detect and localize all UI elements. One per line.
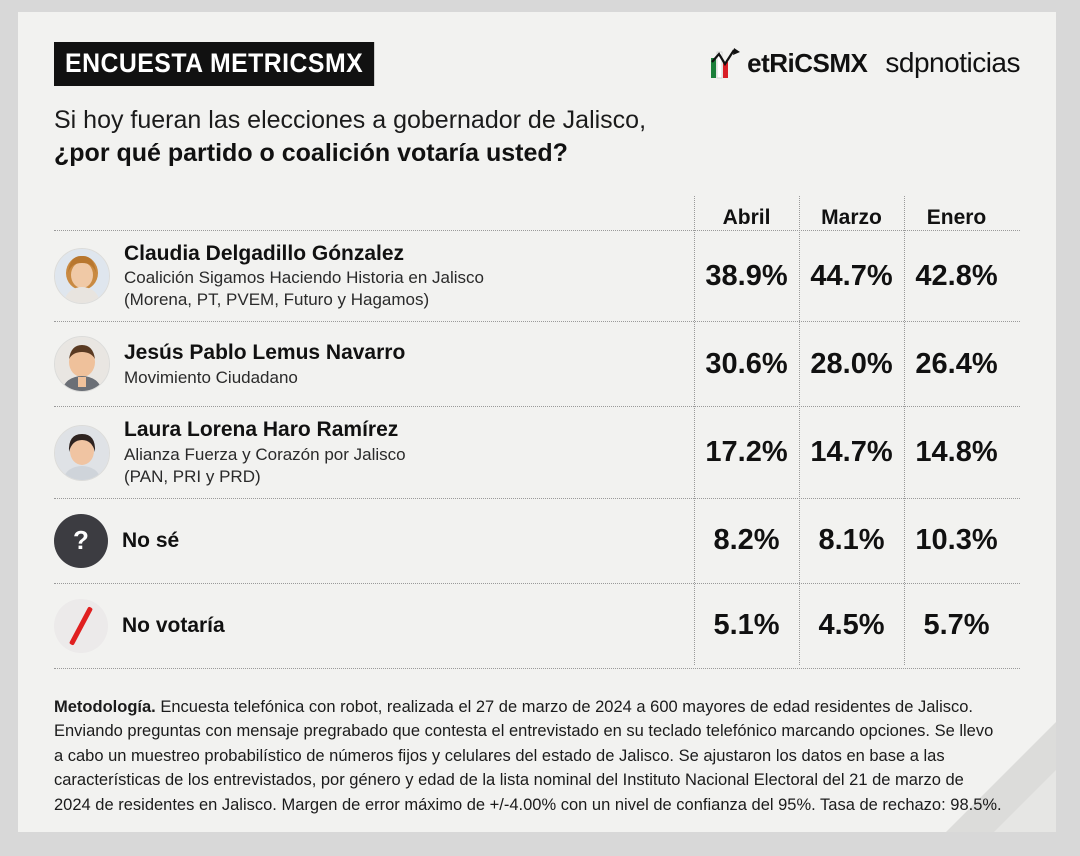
value-abril: 5.1%: [713, 609, 780, 642]
value-abril: 8.2%: [713, 524, 780, 557]
value-marzo: 44.7%: [810, 259, 893, 292]
candidate-party-line-2: (Morena, PT, PVEM, Futuro y Hagamos): [124, 290, 430, 310]
value-enero: 42.8%: [915, 259, 998, 292]
methodology-text: Encuesta telefónica con robot, realizada el 27 de marzo de 2024 a 600 mayores de edad residentes de Jalisco. Enviando preguntas con mensaje pregrabado que contesta el entrevistado en su teclado telefónico marcando opciones. Se llevo a cabo un muestreo probabilístico de números fijos y celulares del estado de Jalisco. Se ajustaron los datos en base a las características de los entrevistados, por género y edad de la lista nominal del Instituto Nacional Electoral del 21 de marzo de 2024 de residentes en Jalisco. Margen de error máximo de +/-4.00% con un nivel de confianza del 95%. Tasa de rechazo: 98.5%.: [54, 697, 1002, 814]
avatar-claudia-icon: [54, 248, 110, 304]
methodology-label: Metodología.: [54, 697, 156, 716]
candidate-name: Jesús Pablo Lemus Navarro: [124, 341, 406, 365]
table-row: [54, 321, 1020, 406]
option-label: No votaría: [122, 613, 225, 637]
candidate-name: Claudia Delgadillo Gónzalez: [124, 242, 405, 265]
column-header-abril: Abril: [722, 206, 771, 229]
avatar-pablo-icon: [54, 336, 110, 392]
metricsmx-logo: [710, 46, 867, 80]
value-marzo: 8.1%: [818, 524, 885, 557]
column-header-enero: Enero: [926, 206, 987, 229]
table-row: [54, 230, 1020, 321]
results-table: [54, 190, 1020, 669]
option-label: No sé: [122, 528, 180, 552]
value-marzo: 4.5%: [818, 609, 885, 642]
value-abril: 17.2%: [705, 436, 788, 469]
poster-card: [18, 12, 1056, 832]
candidate-party-line-1: Movimiento Ciudadano: [124, 367, 298, 387]
table-header-row: [54, 190, 1020, 230]
value-enero: 14.8%: [915, 436, 998, 469]
metricsmx-wordmark: etRiCSMX: [747, 47, 868, 78]
table-row: [54, 406, 1020, 497]
question-line-2: ¿por qué partido o coalición votaría usted?: [54, 139, 568, 167]
candidate-name: Laura Lorena Haro Ramírez: [124, 418, 399, 442]
candidate-party-line-1: Alianza Fuerza y Corazón por Jalisco: [124, 444, 406, 464]
red-slash-icon: [54, 599, 108, 653]
value-marzo: 28.0%: [810, 347, 893, 380]
brand-logos: [710, 46, 1020, 80]
value-abril: 30.6%: [705, 347, 788, 380]
column-divider-1: [694, 196, 695, 665]
value-marzo: 14.7%: [810, 436, 893, 469]
methodology-note: [54, 695, 1004, 817]
poll-question: [54, 106, 1020, 168]
column-divider-3: [904, 196, 905, 665]
question-line-1: Si hoy fueran las elecciones a gobernador de Jalisco,: [54, 106, 647, 134]
question-mark-icon: ?: [54, 514, 108, 568]
value-enero: 5.7%: [923, 609, 990, 642]
value-enero: 10.3%: [915, 524, 998, 557]
table-row: [54, 583, 1020, 668]
table-row: [54, 498, 1020, 583]
candidate-party-line-2: (PAN, PRI y PRD): [124, 466, 261, 486]
value-enero: 26.4%: [915, 347, 998, 380]
table-bottom-divider: [54, 668, 1020, 669]
avatar-laura-icon: [54, 425, 110, 481]
sdpnoticias-wordmark: sdpnoticias: [885, 47, 1020, 78]
value-abril: 38.9%: [705, 259, 788, 292]
column-header-marzo: Marzo: [821, 206, 882, 229]
candidate-party-line-1: Coalición Sigamos Haciendo Historia en Jalisco: [124, 268, 485, 288]
header: [54, 42, 1020, 86]
page-title: ENCUESTA METRICSMX: [54, 42, 374, 86]
column-divider-2: [799, 196, 800, 665]
metrics-chart-icon: [710, 46, 744, 80]
